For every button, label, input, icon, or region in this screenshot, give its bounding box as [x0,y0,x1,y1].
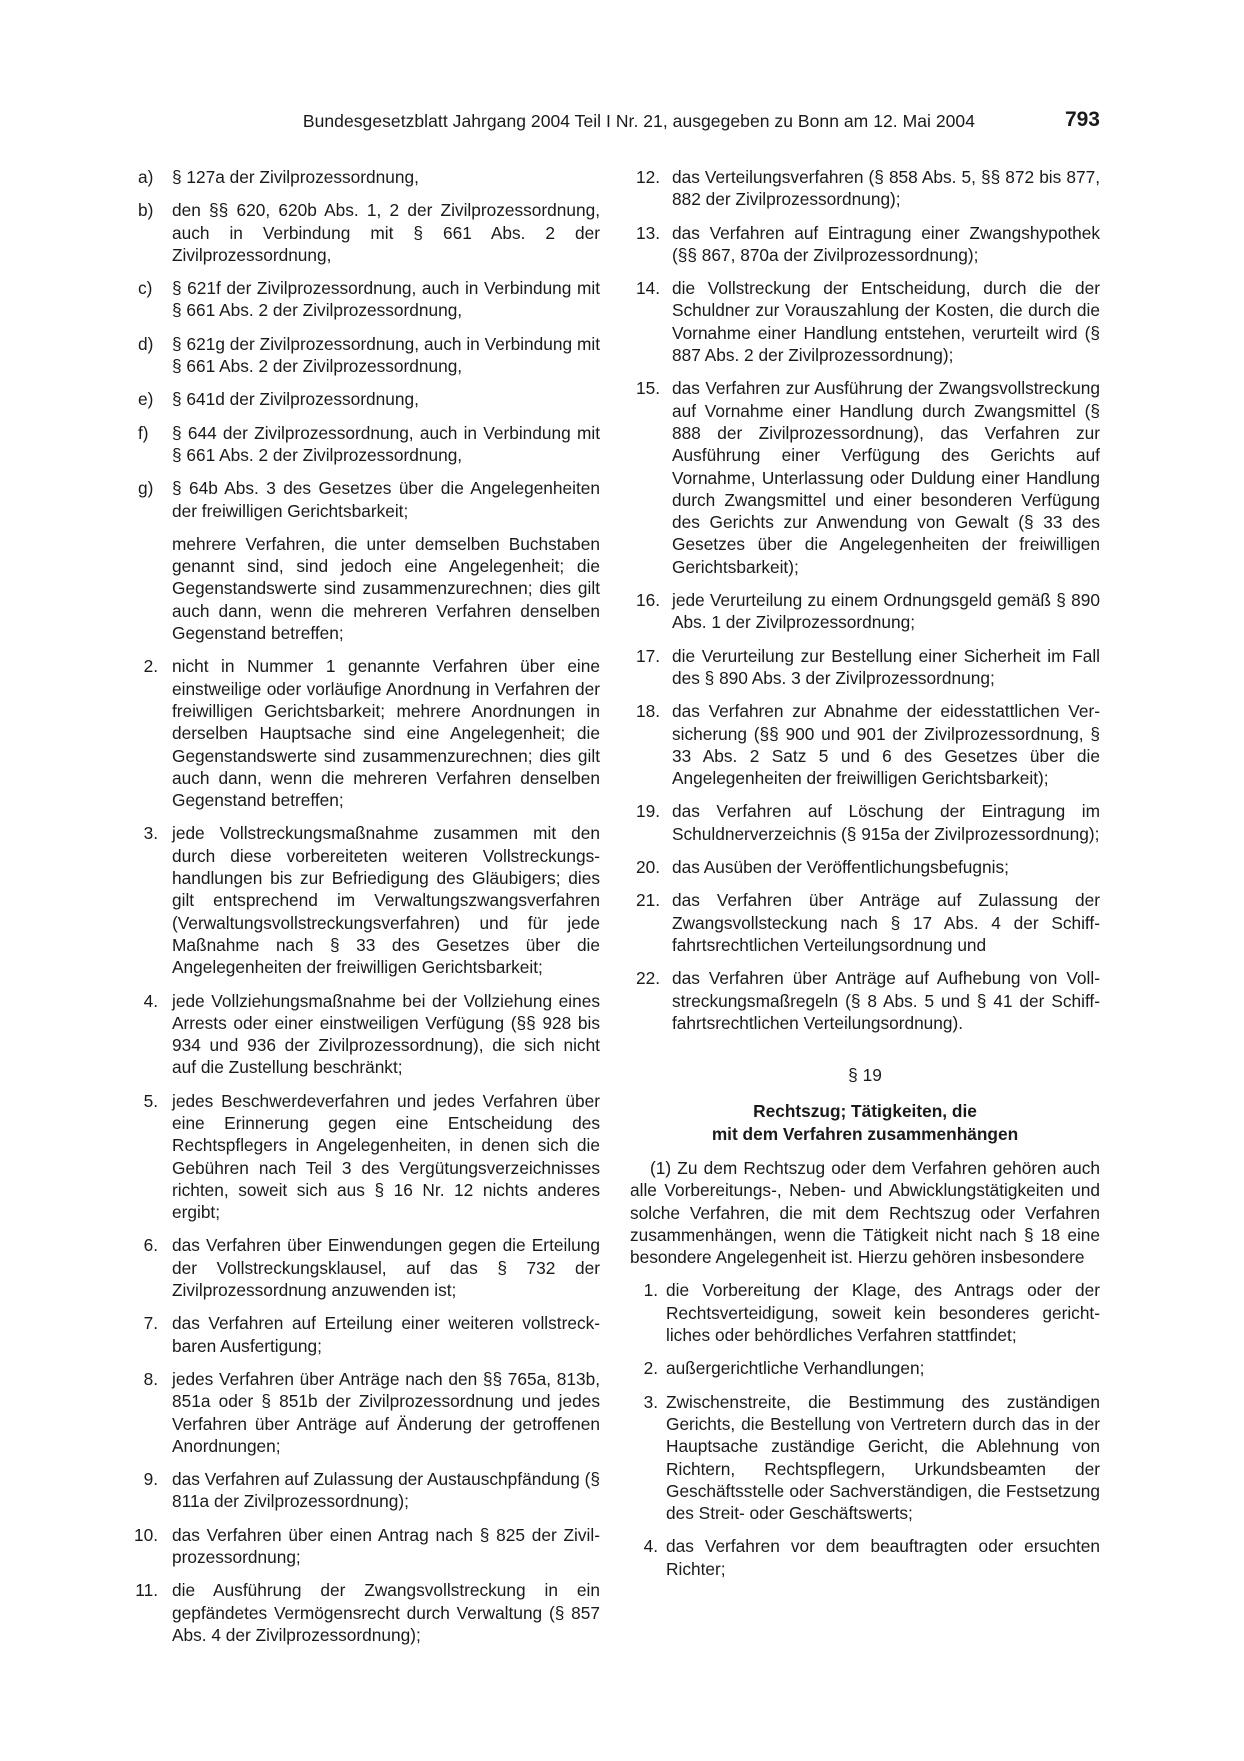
item-label: g) [138,478,154,499]
list-item [630,589,1100,634]
item-text: § 644 der Zivilprozessordnung, auch in Verbindung mit § 661 Abs. 2 der Zivilprozessordnung, [172,422,600,465]
header-title: Bundesgesetzblatt Jahrgang 2004 Teil I Nr. 21, ausgegeben zu Bonn am 12. Mai 2004 [302,111,975,131]
list-item [130,477,600,522]
list-item [630,1357,1100,1379]
list-item [130,990,600,1079]
item-text: § 127a der Zivilprozessordnung, [172,167,419,187]
item-text: jede Vollstreckungsmaßnahme zusammen mit den durch diese vorbereiteten weiteren Vollstreckungshandlungen bis zur Befriedigung des Gläubigers; dies gilt entsprechend im Verwaltungszwangsverfahren (Verwaltungsvollstreckungsverfahren) und für jede Maßnahme nach § 33 des Gesetzes über die Angelegenheiten der freiwilligen Gerichtsbarkeit; [172,823,600,978]
list-item [130,277,600,322]
item-number: 4. [643,1536,658,1557]
item-label: e) [138,389,154,410]
list-item [130,166,600,188]
list-item [630,889,1100,956]
item-text: das Verfahren über Anträge auf Aufhebung von Vollstreckungsmaßregeln (§ 8 Abs. 5 und § 41 der Schifffahrtsrechtlichen Verteilungsordnung). [672,968,1100,1033]
item-text: § 641d der Zivilprozessordnung, [172,389,419,410]
item-number: 6. [143,1235,158,1256]
item-label: a) [138,167,154,187]
item-label: f) [138,422,149,443]
item-number: 21. [635,890,660,911]
item-number: 9. [143,1469,158,1490]
item-number: 3. [143,823,158,844]
item-text: § 621f der Zivilprozessordnung, auch in Verbindung mit § 661 Abs. 2 der Zivilprozessordnung, [172,278,600,321]
list-item [130,1368,600,1457]
list-item [130,1579,600,1646]
list-item [130,1312,600,1357]
list-item [130,1234,600,1301]
item-text: das Verfahren auf Zulassung der Austauschpfändung (§ 811a der Zivilprozessordnung); [172,1469,600,1512]
item-text: die Verurteilung zur Bestellung einer Sicherheit im Fall des § 890 Abs. 3 der Zivilprozessordnung; [672,645,1100,688]
item-number: 7. [143,1313,158,1334]
continuation-paragraph: mehrere Verfahren, die unter demselben Buchstaben genannt sind, sind jedoch eine Angelegenheit; die Gegenstandswerte sind zusammenzurechnen; dies gilt auch dann, wenn die mehreren Verfahren denselben Gegenstand betreffen; [172,533,600,644]
list-item [130,1090,600,1224]
item-text: das Verfahren zur Ausführung der Zwangsvollstreckung auf Vornahme einer Handlung durch Zwangsmittel (§ 888 der Zivilprozessordnung), das Verfahren zur Ausführung einer Verfügung des Gerichts auf Vornahme, Unterlassung oder Duldung einer Handlung durch Zwangsmittel und einer besonderen Verfügung des Gerichts zur Anwendung von Gewalt (§ 33 des Gesetzes über die Angelegenheiten der freiwilligen Gerichtsbarkeit); [672,378,1100,577]
list-item [130,1524,600,1569]
section-heading [630,1100,1100,1145]
item-number: 2. [643,1358,658,1379]
item-text: das Verfahren über einen Antrag nach § 825 der Zivilprozessordnung; [172,1524,600,1568]
item-number: 18. [635,701,660,722]
section-number: § 19 [848,1065,882,1086]
item-number: 14. [635,278,660,299]
item-number: 22. [635,968,660,989]
item-text: das Verfahren über Einwendungen gegen die Erteilung der Vollstreckungsklausel, auf das § 732 der Zivilprozessordnung anzuwenden ist; [172,1235,600,1301]
item-text: das Verfahren auf Löschung der Eintragung im Schuldnerverzeichnis (§ 915a der Zivilprozessordnung); [672,801,1100,844]
item-text: den §§ 620, 620b Abs. 1, 2 der Zivilprozessordnung, auch in Verbindung mit § 661 Abs. 2 der Zivilprozessordnung, [172,200,600,265]
list-item [630,1391,1100,1525]
list-item [630,800,1100,845]
left-column [130,166,600,1657]
list-item [630,166,1100,211]
item-text: außergerichtliche Verhandlungen; [666,1358,925,1379]
list-item [630,856,1100,878]
list-item [130,422,600,467]
item-text: das Verfahren über Anträge auf Zulassung der Zwangsvollsteckung nach § 17 Abs. 4 der Schifffahrtsrechtlichen Verteilungsordnung und [672,890,1100,955]
item-text: Zwischenstreite, die Bestimmung des zuständigen Gerichts, die Bestellung von Vertretern durch das in der Hauptsache zuständige Gericht, die Ablehnung von Richtern, Rechtspflegern, Urkundsbeamten der Geschäftsstelle oder Sachverständigen, die Festsetzung des Streit- oder Geschäftswerts; [666,1391,1100,1524]
item-number: 13. [635,222,660,243]
item-text: jedes Beschwerdeverfahren und jedes Verfahren über eine Erinnerung gegen eine Entscheidung des Rechtspflegers in Angelegenheiten, in denen sich die Gebühren nach Teil 3 des Vergütungsverzeichnisses richten, soweit sich aus § 16 Nr. 12 nichts anderes ergibt; [172,1090,600,1223]
list-item [630,1535,1100,1580]
list-item [130,333,600,378]
item-number: 16. [635,590,660,611]
item-text: das Verfahren auf Eintragung einer Zwangshypothek (§§ 867, 870a der Zivilprozessordnung); [672,222,1100,265]
item-text: die Ausführung der Zwangsvollstreckung in ein gepfändetes Vermögensrecht durch Verwaltung (§ 857 Abs. 4 der Zivilprozessordnung); [172,1580,600,1645]
page-number: 793 [1064,108,1100,131]
list-item [130,199,600,266]
item-text: das Verfahren auf Erteilung einer weiteren vollstreckbaren Ausfertigung; [172,1313,600,1356]
list-item [630,967,1100,1034]
section-heading-line-1: Rechtszug; Tätigkeiten, die [753,1101,977,1122]
item-number: 19. [635,801,660,822]
item-label: b) [138,200,154,221]
section-paragraph: (1) Zu dem Rechtszug oder dem Verfahren gehören auch alle Vorbereitungs-, Neben- und Abwicklungstätigkeiten und solche Verfahren, die mit dem Rechtszug oder Verfahren zusammenhängen, wenn die Tätigkeit nicht nach § 18 eine besondere Angelegenheit ist. Hierzu gehören insbesondere [630,1157,1100,1268]
list-item [130,655,600,811]
item-text: die Vorbereitung der Klage, des Antrags oder der Rechtsverteidigung, soweit kein besonderes gerichtliches oder behördliches Verfahren stattfindet; [666,1280,1100,1346]
item-number: 8. [143,1368,158,1389]
item-text: jede Vollziehungsmaßnahme bei der Vollziehung eines Arrests oder einer einstweiligen Verfügung (§§ 928 bis 934 und 936 der Zivilprozessordnung), die sich nicht auf die Zustellung beschränkt; [172,990,600,1078]
item-text: das Ausüben der Veröffentlichungsbefugnis; [672,857,1009,878]
item-number: 1. [643,1280,658,1301]
list-item [630,645,1100,690]
item-text: § 64b Abs. 3 des Gesetzes über die Angelegenheiten der freiwilligen Gerichtsbarkeit; [172,478,600,521]
item-text: die Vollstreckung der Entscheidung, durch die der Schuldner zur Vorauszahlung der Kosten, die durch die Vornahme einer Handlung entstehen, verurteilt wird (§ 887 Abs. 2 der Zivilprozessordnung); [672,278,1100,366]
item-text: § 621g der Zivilprozessordnung, auch in Verbindung mit § 661 Abs. 2 der Zivilprozessordnung, [172,333,600,377]
item-label: c) [138,278,153,299]
list-item [130,822,600,978]
item-number: 10. [133,1524,158,1545]
section-heading-line-2: mit dem Verfahren zusammenhängen [711,1123,1019,1144]
item-number: 4. [143,990,158,1011]
list-item [130,388,600,410]
item-text: jedes Verfahren über Anträge nach den §§ 765a, 813b, 851a oder § 851b der Zivilprozessordnung und jedes Verfahren über Anträge auf Änderung der getroffenen Anordnungen; [172,1368,600,1456]
item-number: 12. [635,167,660,187]
item-label: d) [138,333,154,354]
item-text: das Verteilungsverfahren (§ 858 Abs. 5, §§ 872 bis 877, 882 der Zivilprozessordnung); [672,167,1100,210]
right-column [630,166,1100,1591]
page-header [130,108,1100,138]
item-number: 5. [143,1090,158,1111]
item-number: 11. [135,1580,158,1601]
list-item [130,1468,600,1513]
item-text: das Verfahren vor dem beauftragten oder ersuchten Richter; [666,1536,1100,1579]
item-text: jede Verurteilung zu einem Ordnungsgeld gemäß § 890 Abs. 1 der Zivilprozessordnung; [672,590,1100,633]
list-item [630,277,1100,366]
list-item [630,700,1100,789]
list-item [630,222,1100,267]
list-item [630,377,1100,578]
item-number: 3. [643,1391,658,1412]
list-item [630,1279,1100,1346]
item-number: 17. [635,645,660,666]
item-number: 15. [635,378,660,399]
item-text: das Verfahren zur Abnahme der eidesstattlichen Versicherung (§§ 900 und 901 der Zivilprozessordnung, § 33 Abs. 2 Satz 5 und 6 des Gesetzes über die Angelegenheiten der freiwilligen Gerichtsbarkeit); [672,701,1100,789]
item-text: nicht in Nummer 1 genannte Verfahren über eine einstweilige oder vorläufige Anordnung in Verfahren der freiwilligen Gerichtsbarkeit; mehrere Anordnungen in derselben Hauptsache sind eine Angelegenheit; die Gegenstandswerte sind zusammenzurechnen; dies gilt auch dann, wenn die mehreren Verfahren denselben Gegenstand betreffen; [172,656,600,811]
item-number: 20. [635,857,660,878]
item-number: 2. [143,656,158,677]
